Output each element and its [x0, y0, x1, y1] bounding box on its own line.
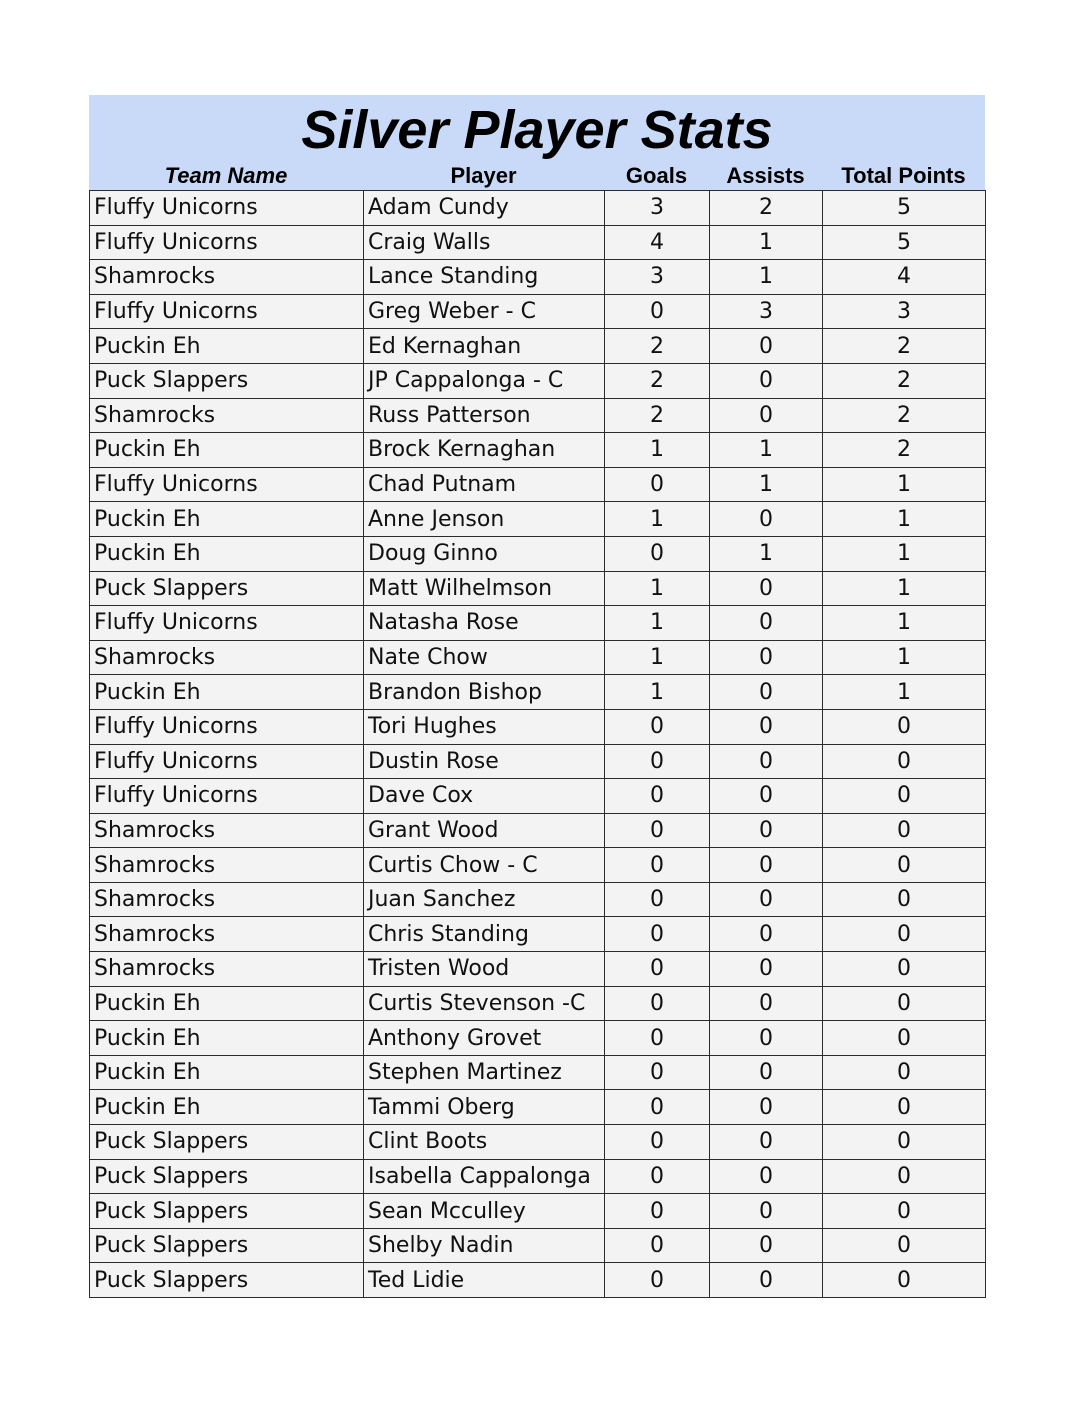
cell-assists: 0 [710, 1021, 823, 1056]
table-row [90, 329, 986, 364]
table-row [90, 1263, 986, 1298]
cell-player: Ted Lidie [364, 1263, 605, 1298]
cell-team-name: Puck Slappers [90, 1228, 364, 1263]
cell-total-points: 1 [823, 640, 986, 675]
table-row [90, 709, 986, 744]
cell-player: Isabella Cappalonga [364, 1159, 605, 1194]
table-row [90, 363, 986, 398]
cell-goals: 0 [605, 848, 710, 883]
cell-team-name: Shamrocks [90, 640, 364, 675]
cell-goals: 0 [605, 1194, 710, 1229]
cell-total-points: 0 [823, 1125, 986, 1160]
cell-goals: 0 [605, 1125, 710, 1160]
cell-assists: 0 [710, 986, 823, 1021]
player-stats-table [89, 190, 986, 1298]
cell-player: Matt Wilhelmson [364, 571, 605, 606]
cell-player: Tammi Oberg [364, 1090, 605, 1125]
cell-player: Juan Sanchez [364, 882, 605, 917]
cell-player: Doug Ginno [364, 536, 605, 571]
cell-goals: 0 [605, 1159, 710, 1194]
table-row [90, 225, 986, 260]
title-header [89, 95, 985, 190]
cell-team-name: Puckin Eh [90, 329, 364, 364]
cell-goals: 3 [605, 260, 710, 295]
cell-total-points: 0 [823, 917, 986, 952]
cell-player: Shelby Nadin [364, 1228, 605, 1263]
table-row [90, 813, 986, 848]
cell-goals: 0 [605, 882, 710, 917]
cell-team-name: Shamrocks [90, 813, 364, 848]
cell-player: Adam Cundy [364, 191, 605, 226]
cell-assists: 0 [710, 1090, 823, 1125]
cell-assists: 0 [710, 675, 823, 710]
cell-assists: 0 [710, 848, 823, 883]
cell-team-name: Puckin Eh [90, 1021, 364, 1056]
cell-assists: 0 [710, 640, 823, 675]
cell-goals: 1 [605, 640, 710, 675]
header-team-name: Team Name [164, 163, 288, 188]
cell-team-name: Puckin Eh [90, 1055, 364, 1090]
cell-assists: 0 [710, 502, 823, 537]
cell-player: Chris Standing [364, 917, 605, 952]
cell-goals: 0 [605, 1090, 710, 1125]
cell-total-points: 0 [823, 709, 986, 744]
cell-player: Curtis Stevenson -C [364, 986, 605, 1021]
cell-total-points: 0 [823, 1228, 986, 1263]
cell-player: Sean Mcculley [364, 1194, 605, 1229]
cell-goals: 0 [605, 536, 710, 571]
cell-total-points: 1 [823, 571, 986, 606]
cell-assists: 1 [710, 467, 823, 502]
cell-goals: 0 [605, 779, 710, 814]
cell-team-name: Shamrocks [90, 952, 364, 987]
table-row [90, 502, 986, 537]
cell-total-points: 1 [823, 502, 986, 537]
table-row [90, 191, 986, 226]
cell-total-points: 0 [823, 952, 986, 987]
cell-team-name: Shamrocks [90, 848, 364, 883]
cell-player: Russ Patterson [364, 398, 605, 433]
cell-assists: 0 [710, 571, 823, 606]
cell-total-points: 4 [823, 260, 986, 295]
table-row [90, 433, 986, 468]
cell-goals: 0 [605, 709, 710, 744]
table-row [90, 848, 986, 883]
cell-goals: 4 [605, 225, 710, 260]
cell-total-points: 0 [823, 744, 986, 779]
cell-team-name: Puck Slappers [90, 1263, 364, 1298]
table-row [90, 606, 986, 641]
table-row [90, 1055, 986, 1090]
cell-assists: 0 [710, 363, 823, 398]
table-row [90, 675, 986, 710]
cell-total-points: 0 [823, 1159, 986, 1194]
cell-team-name: Shamrocks [90, 882, 364, 917]
table-row [90, 779, 986, 814]
cell-assists: 0 [710, 1194, 823, 1229]
cell-player: Brandon Bishop [364, 675, 605, 710]
cell-total-points: 0 [823, 1090, 986, 1125]
cell-player: Greg Weber - C [364, 294, 605, 329]
cell-player: Clint Boots [364, 1125, 605, 1160]
cell-player: Chad Putnam [364, 467, 605, 502]
cell-goals: 0 [605, 1055, 710, 1090]
table-row [90, 467, 986, 502]
cell-assists: 0 [710, 1125, 823, 1160]
header-assists: Assists [726, 163, 805, 188]
cell-assists: 0 [710, 882, 823, 917]
cell-team-name: Fluffy Unicorns [90, 744, 364, 779]
table-row [90, 1125, 986, 1160]
cell-assists: 1 [710, 433, 823, 468]
cell-assists: 0 [710, 1055, 823, 1090]
cell-assists: 0 [710, 709, 823, 744]
table-row [90, 1090, 986, 1125]
cell-team-name: Puck Slappers [90, 1194, 364, 1229]
cell-assists: 0 [710, 779, 823, 814]
table-row [90, 398, 986, 433]
cell-goals: 0 [605, 1228, 710, 1263]
cell-goals: 0 [605, 294, 710, 329]
cell-total-points: 0 [823, 848, 986, 883]
cell-player: Tori Hughes [364, 709, 605, 744]
cell-goals: 1 [605, 502, 710, 537]
cell-total-points: 1 [823, 675, 986, 710]
column-headers [89, 162, 985, 190]
cell-total-points: 1 [823, 536, 986, 571]
cell-total-points: 0 [823, 882, 986, 917]
table-row [90, 744, 986, 779]
cell-goals: 1 [605, 433, 710, 468]
cell-team-name: Puckin Eh [90, 502, 364, 537]
cell-player: Anne Jenson [364, 502, 605, 537]
cell-assists: 1 [710, 536, 823, 571]
cell-player: Dave Cox [364, 779, 605, 814]
cell-goals: 2 [605, 363, 710, 398]
cell-team-name: Fluffy Unicorns [90, 709, 364, 744]
cell-total-points: 0 [823, 986, 986, 1021]
cell-player: Anthony Grovet [364, 1021, 605, 1056]
cell-goals: 0 [605, 1021, 710, 1056]
table-row [90, 640, 986, 675]
cell-player: Dustin Rose [364, 744, 605, 779]
cell-assists: 0 [710, 744, 823, 779]
cell-team-name: Fluffy Unicorns [90, 191, 364, 226]
cell-team-name: Fluffy Unicorns [90, 779, 364, 814]
cell-total-points: 5 [823, 191, 986, 226]
cell-player: Ed Kernaghan [364, 329, 605, 364]
table-row [90, 294, 986, 329]
cell-team-name: Fluffy Unicorns [90, 606, 364, 641]
cell-assists: 0 [710, 952, 823, 987]
table-row [90, 917, 986, 952]
cell-total-points: 0 [823, 779, 986, 814]
cell-goals: 0 [605, 813, 710, 848]
cell-goals: 0 [605, 952, 710, 987]
cell-goals: 2 [605, 398, 710, 433]
cell-total-points: 0 [823, 1055, 986, 1090]
cell-total-points: 2 [823, 398, 986, 433]
cell-goals: 3 [605, 191, 710, 226]
cell-team-name: Shamrocks [90, 917, 364, 952]
cell-team-name: Fluffy Unicorns [90, 467, 364, 502]
cell-team-name: Fluffy Unicorns [90, 225, 364, 260]
cell-team-name: Puckin Eh [90, 536, 364, 571]
page-title: Silver Player Stats [301, 100, 773, 160]
cell-player: Nate Chow [364, 640, 605, 675]
cell-team-name: Puckin Eh [90, 675, 364, 710]
stats-sheet [89, 95, 985, 1298]
stats-table-body [90, 191, 986, 1298]
header-goals: Goals [625, 163, 688, 188]
table-row [90, 571, 986, 606]
cell-team-name: Shamrocks [90, 260, 364, 295]
cell-assists: 1 [710, 225, 823, 260]
cell-goals: 1 [605, 571, 710, 606]
cell-assists: 0 [710, 606, 823, 641]
cell-assists: 0 [710, 398, 823, 433]
cell-team-name: Shamrocks [90, 398, 364, 433]
header-total-points: Total Points [841, 163, 966, 188]
cell-total-points: 0 [823, 1263, 986, 1298]
table-row [90, 1228, 986, 1263]
table-row [90, 1159, 986, 1194]
cell-assists: 3 [710, 294, 823, 329]
cell-player: Stephen Martinez [364, 1055, 605, 1090]
table-row [90, 986, 986, 1021]
cell-goals: 0 [605, 917, 710, 952]
cell-total-points: 0 [823, 1194, 986, 1229]
cell-player: Brock Kernaghan [364, 433, 605, 468]
cell-player: Natasha Rose [364, 606, 605, 641]
table-row [90, 882, 986, 917]
header-player: Player [450, 163, 517, 188]
cell-total-points: 5 [823, 225, 986, 260]
table-row [90, 952, 986, 987]
cell-total-points: 0 [823, 813, 986, 848]
cell-goals: 0 [605, 467, 710, 502]
table-row [90, 1194, 986, 1229]
cell-team-name: Puck Slappers [90, 571, 364, 606]
cell-team-name: Puck Slappers [90, 363, 364, 398]
cell-team-name: Puck Slappers [90, 1159, 364, 1194]
cell-goals: 1 [605, 606, 710, 641]
cell-player: Grant Wood [364, 813, 605, 848]
cell-player: JP Cappalonga - C [364, 363, 605, 398]
table-row [90, 260, 986, 295]
cell-total-points: 1 [823, 467, 986, 502]
cell-team-name: Puckin Eh [90, 433, 364, 468]
cell-assists: 0 [710, 329, 823, 364]
cell-total-points: 0 [823, 1021, 986, 1056]
cell-goals: 0 [605, 1263, 710, 1298]
cell-assists: 0 [710, 1263, 823, 1298]
cell-assists: 0 [710, 813, 823, 848]
cell-assists: 2 [710, 191, 823, 226]
cell-assists: 0 [710, 1159, 823, 1194]
cell-total-points: 1 [823, 606, 986, 641]
cell-assists: 1 [710, 260, 823, 295]
cell-team-name: Fluffy Unicorns [90, 294, 364, 329]
cell-team-name: Puckin Eh [90, 1090, 364, 1125]
cell-assists: 0 [710, 917, 823, 952]
cell-total-points: 3 [823, 294, 986, 329]
cell-goals: 0 [605, 986, 710, 1021]
cell-player: Curtis Chow - C [364, 848, 605, 883]
cell-total-points: 2 [823, 363, 986, 398]
cell-total-points: 2 [823, 433, 986, 468]
table-row [90, 536, 986, 571]
cell-player: Tristen Wood [364, 952, 605, 987]
cell-goals: 0 [605, 744, 710, 779]
cell-team-name: Puckin Eh [90, 986, 364, 1021]
cell-player: Craig Walls [364, 225, 605, 260]
cell-goals: 1 [605, 675, 710, 710]
cell-team-name: Puck Slappers [90, 1125, 364, 1160]
cell-goals: 2 [605, 329, 710, 364]
cell-assists: 0 [710, 1228, 823, 1263]
cell-total-points: 2 [823, 329, 986, 364]
cell-player: Lance Standing [364, 260, 605, 295]
table-row [90, 1021, 986, 1056]
